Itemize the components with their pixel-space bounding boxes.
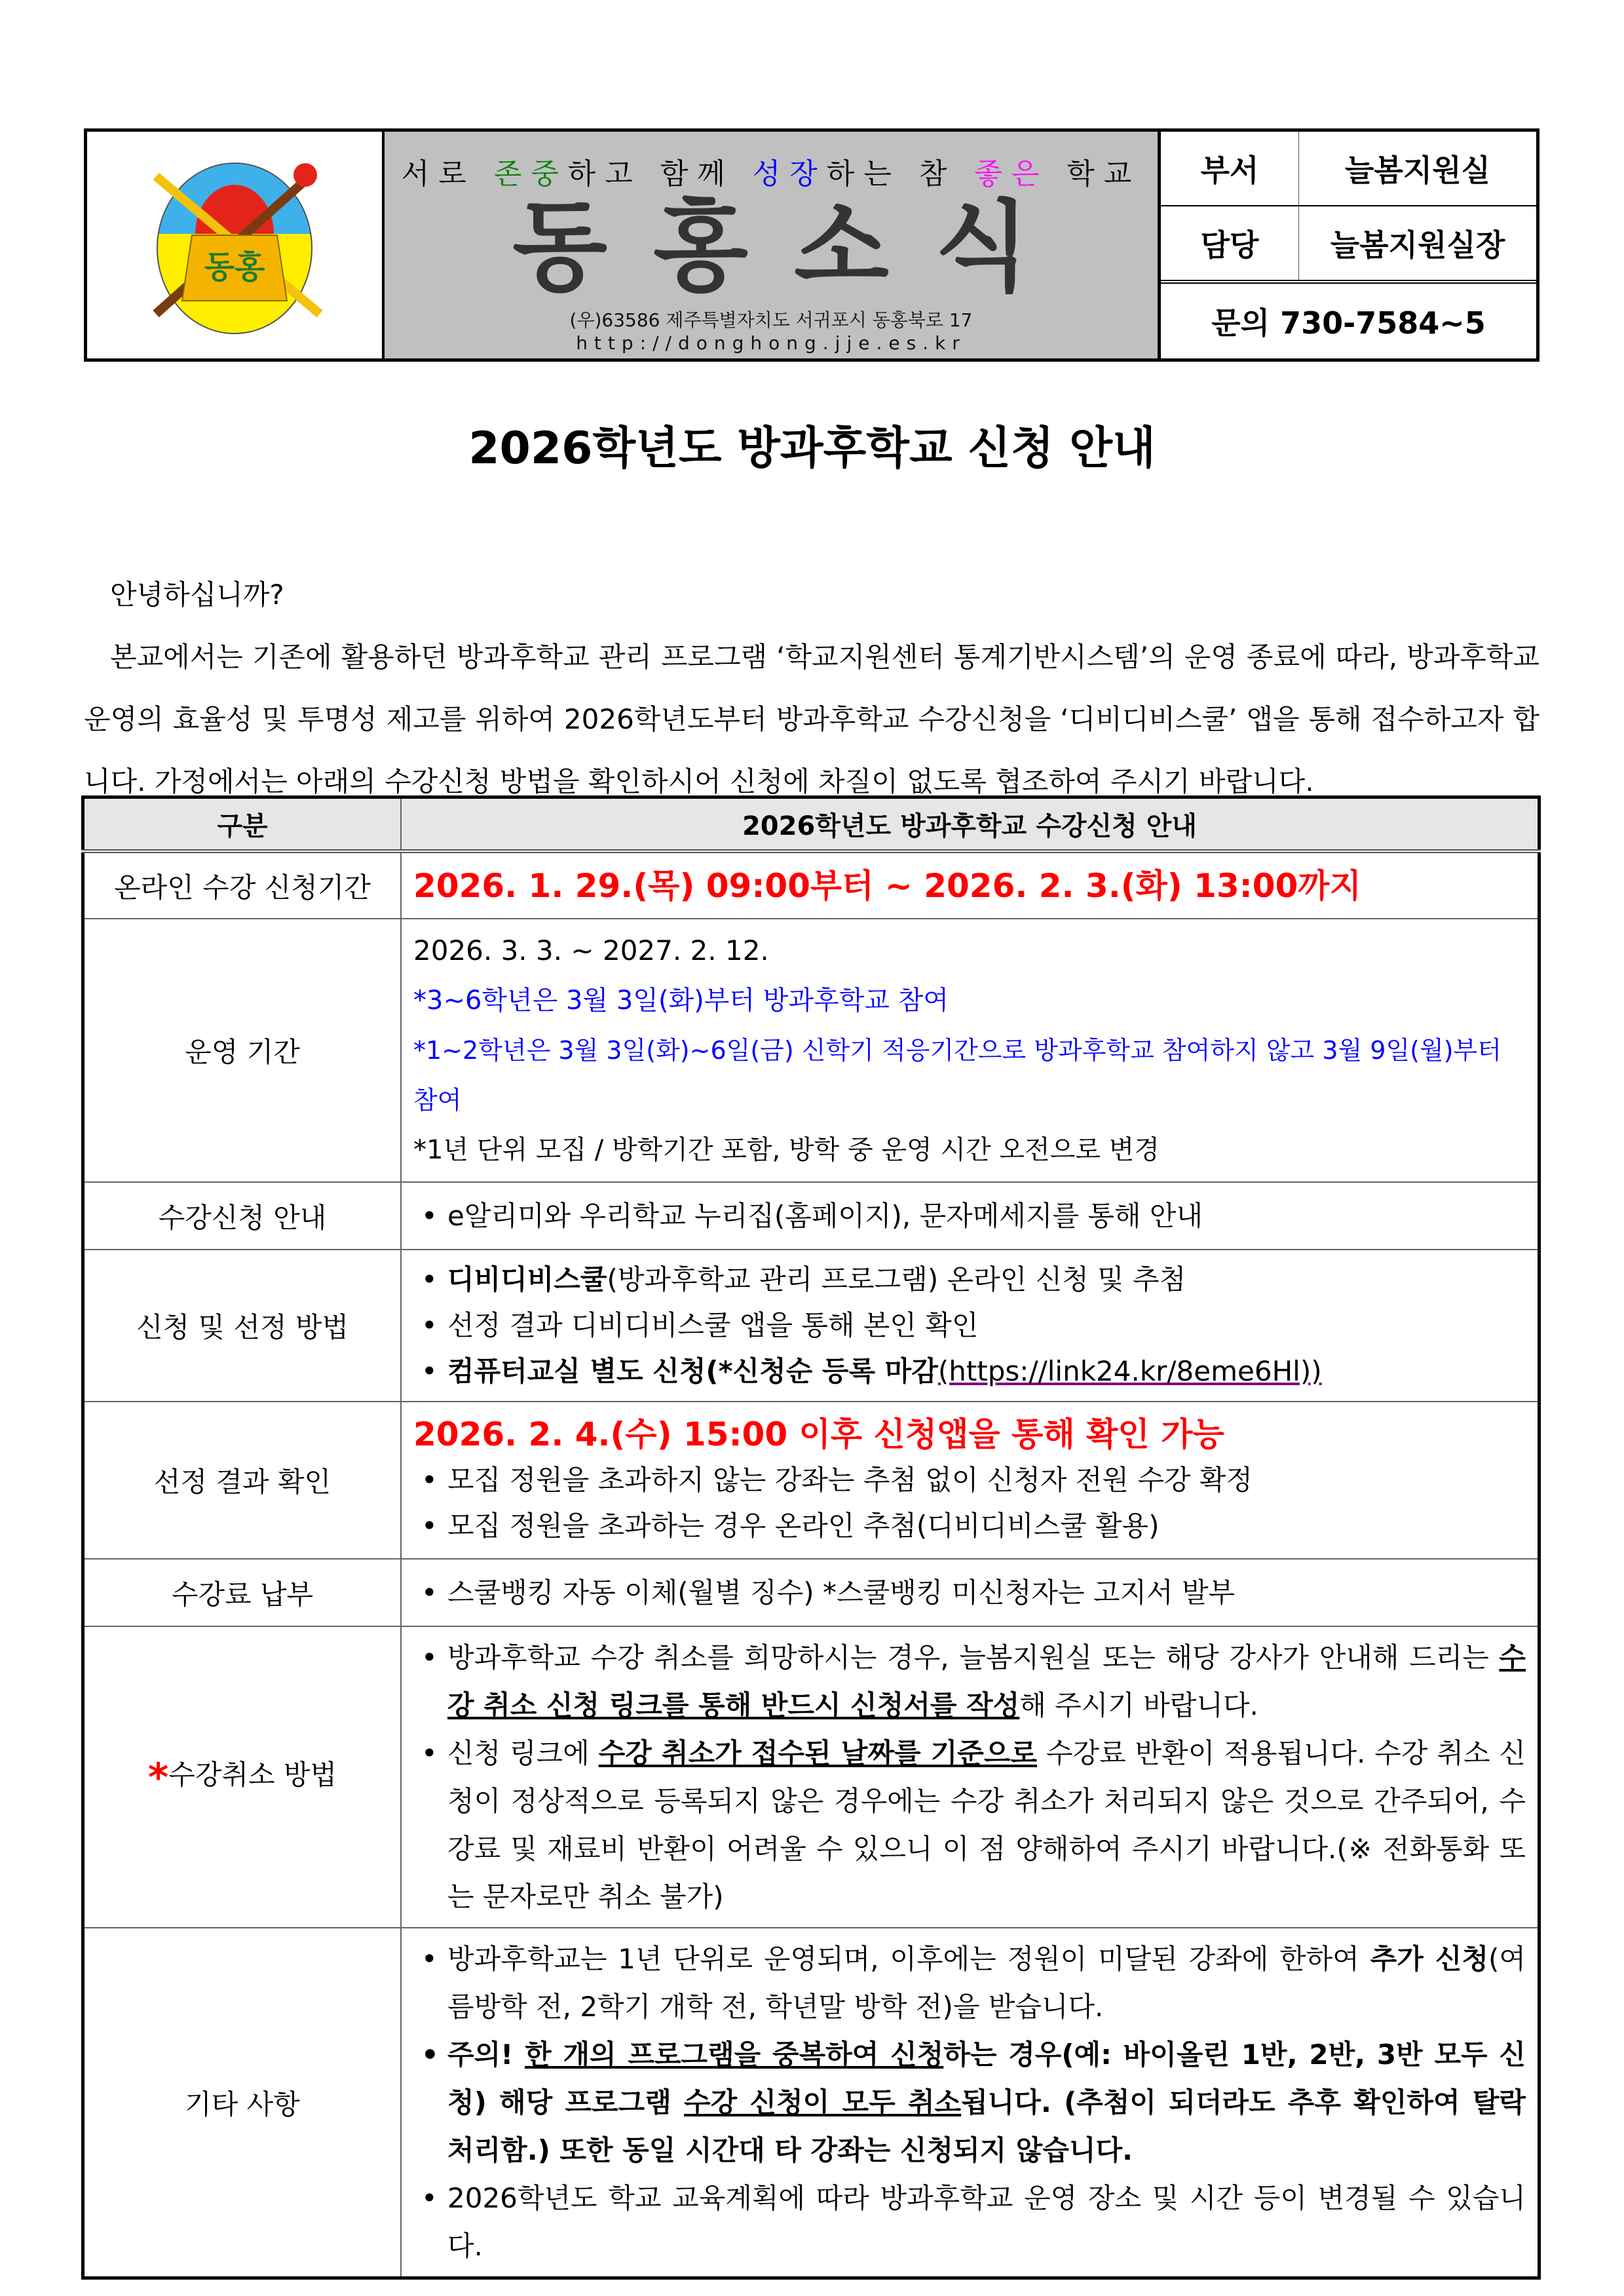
- greeting: 안녕하십니까?: [110, 579, 284, 611]
- charge-row: [1161, 206, 1536, 284]
- page-title: 2026학년도 방과후학교 신청 안내: [468, 423, 1156, 474]
- school-address: (우)63586 제주특별자치도 서귀포시 동홍북로 17: [569, 309, 973, 331]
- school-emblem-icon: [130, 150, 339, 340]
- charge-label: 담당: [1161, 206, 1299, 280]
- school-url[interactable]: http://donghong.jje.es.kr: [576, 332, 966, 354]
- motto-text: 하는 참: [826, 157, 975, 191]
- row-label: 기타 사항: [83, 1928, 402, 2278]
- motto-respect: 존중: [493, 157, 568, 191]
- charge-value: 늘봄지원실장: [1330, 227, 1505, 263]
- dept-row: [1161, 132, 1536, 206]
- operation-note: *3~6학년은 3월 3일(화)부터 방과후학교 참여: [413, 985, 949, 1016]
- list-item: • 스쿨뱅킹 자동 이체(월별 징수) *스쿨뱅킹 미신청자는 고지서 발부: [447, 1570, 1526, 1616]
- motto-good: 좋은: [974, 157, 1049, 191]
- row-label: 온라인 수강 신청기간: [83, 851, 402, 919]
- list-item: • 주의! 한 개의 프로그램을 중복하여 신청하는 경우(예: 바이올린 1반, 2반, 3반 모두 신청) 해당 프로그램 수강 신청이 모두 취소됩니다. (추첨이 되더라도 추후 확인하여 탈락 처리함.) 또한 동일 시간대 타 강좌는 신청되지 않습니다.: [447, 2031, 1526, 2174]
- intro-text: [84, 564, 1539, 813]
- school-logo-cell: [87, 132, 385, 358]
- list-item: • 디비디비스쿨(방과후학교 관리 프로그램) 온라인 신청 및 추첨: [447, 1257, 1526, 1303]
- list-item: • 모집 정원을 초과하지 않는 강좌는 추첨 없이 신청자 전원 수강 확정: [447, 1457, 1526, 1503]
- row-label: 운영 기간: [83, 919, 402, 1182]
- table-row: [83, 1928, 1539, 2278]
- motto-text: 서로: [401, 157, 494, 191]
- motto-growth: 성장: [752, 157, 827, 191]
- row-label: 신청 및 선정 방법: [83, 1250, 402, 1402]
- table-row: [83, 1182, 1539, 1250]
- contact-phone: 문의 730-7584~5: [1211, 305, 1486, 341]
- table-row: [83, 1626, 1539, 1928]
- row-label: 수강신청 안내: [83, 1182, 402, 1250]
- motto-text: 학교: [1048, 157, 1141, 191]
- newsletter-header: [84, 128, 1539, 362]
- table-row: [83, 1559, 1539, 1626]
- newsletter-name: 동홍소식: [512, 191, 1076, 305]
- info-table: [81, 795, 1541, 2280]
- operation-period: 2026. 3. 3. ~ 2027. 2. 12.: [413, 934, 769, 966]
- title-cell: [385, 132, 1161, 358]
- list-item: • 모집 정원을 초과하는 경우 온라인 추첨(디비디비스쿨 활용): [447, 1503, 1526, 1549]
- header-content: 2026학년도 방과후학교 수강신청 안내: [401, 797, 1539, 852]
- list-item: • 방과후학교 수강 취소를 희망하시는 경우, 늘봄지원실 또는 해당 강사가 안내해 드리는 수강 취소 신청 링크를 통해 반드시 신청서를 작성해 주시기 바랍니다.: [447, 1634, 1526, 1729]
- list-item: • 신청 링크에 수강 취소가 접수된 날짜를 기준으로 수강료 반환이 적용됩니다. 수강 취소 신청이 정상적으로 등록되지 않은 경우에는 수강 취소가 처리되지 않은 것으로 간주되어, 수강료 및 재료비 반환이 어려울 수 있으니 이 점 양해하여 주시기 바랍니다.(※ 전화통화 또는 문자로만 취소 불가): [447, 1729, 1526, 1921]
- row-label: *수강취소 방법: [83, 1626, 402, 1928]
- table-row: [83, 851, 1539, 919]
- dept-value: 늘봄지원실: [1344, 153, 1491, 188]
- required-star-icon: *: [147, 1755, 169, 1801]
- table-row: [83, 919, 1539, 1182]
- info-cell: [1161, 132, 1536, 358]
- list-item: • 선정 결과 디비디비스쿨 앱을 통해 본인 확인: [447, 1303, 1526, 1349]
- online-period-value: 2026. 1. 29.(목) 09:00부터 ~ 2026. 2. 3.(화) 13:00까지: [401, 851, 1539, 919]
- list-item: • e알리미와 우리학교 누리집(홈페이지), 문자메세지를 통해 안내: [447, 1193, 1526, 1239]
- list-item: • 컴퓨터교실 별도 신청(*신청순 등록 마감(https://link24.kr/8eme6Hl)): [447, 1349, 1526, 1394]
- svg-text:동홍: 동홍: [204, 249, 265, 286]
- motto-text: 하고 함께: [567, 157, 753, 191]
- school-motto: [402, 150, 1141, 192]
- dept-label: 부서: [1161, 132, 1299, 205]
- list-item: • 방과후학교는 1년 단위로 운영되며, 이후에는 정원이 미달된 강좌에 한하여 추가 신청(여름방학 전, 2학기 개학 전, 학년말 방학 전)을 받습니다.: [447, 1935, 1526, 2031]
- header-category: 구분: [83, 797, 402, 852]
- table-row: [83, 1250, 1539, 1402]
- table-row: [83, 1402, 1539, 1559]
- operation-note: *1~2학년은 3월 3일(화)~6일(금) 신학기 적응기간으로 방과후학교 참여하지 않고 3월 9일(월)부터 참여: [413, 1036, 1501, 1115]
- intro-body: 본교에서는 기존에 활용하던 방과후학교 관리 프로그램 ‘학교지원센터 통계기반시스템’의 운영 종료에 따라, 방과후학교 운영의 효율성 및 투명성 제고를 위하여 2026학년도부터 방과후학교 수강신청을 ‘디비디비스쿨’ 앱을 통해 접수하고자 합니다. 가정에서는 아래의 수강신청 방법을 확인하시어 신청에 차질이 없도록 협조하여 주시기 바랍니다.: [84, 641, 1539, 797]
- signup-link[interactable]: (https://link24.kr/8eme6Hl)): [937, 1355, 1322, 1387]
- operation-note: *1년 단위 모집 / 방학기간 포함, 방학 중 운영 시간 오전으로 변경: [413, 1135, 1160, 1165]
- table-header-row: [83, 797, 1539, 852]
- row-label: 선정 결과 확인: [83, 1402, 402, 1559]
- row-label: 수강료 납부: [83, 1559, 402, 1626]
- list-item: • 2026학년도 학교 교육계획에 따라 방과후학교 운영 장소 및 시간 등이 변경될 수 있습니다.: [447, 2174, 1526, 2270]
- result-headline: 2026. 2. 4.(수) 15:00 이후 신청앱을 통해 확인 가능: [413, 1415, 1224, 1453]
